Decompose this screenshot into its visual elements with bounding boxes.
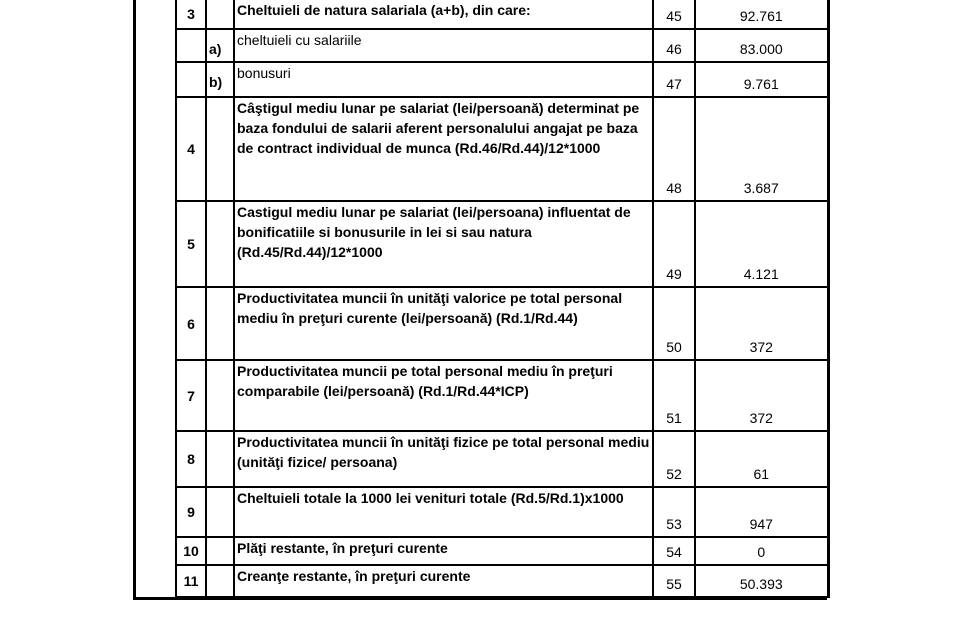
sub-letter: a) xyxy=(206,29,234,62)
row-description: Câştigul mediu lunar pe salariat (lei/persoană) determinat pe baza fondului de salarii aferent personalului angajat pe baza de contract individual de munca (Rd.46/Rd.44)/12*1000 xyxy=(234,97,653,201)
row-code: 49 xyxy=(653,201,695,287)
row-value: 83.000 xyxy=(695,29,828,62)
row-value: 947 xyxy=(695,487,828,537)
sub-letter xyxy=(206,0,234,29)
row-value: 9.761 xyxy=(695,62,828,97)
row-number: 8 xyxy=(176,431,206,487)
sub-letter xyxy=(206,565,234,597)
table-row xyxy=(176,29,828,62)
row-code: 47 xyxy=(653,62,695,97)
row-value: 3.687 xyxy=(695,97,828,201)
row-value: 0 xyxy=(695,537,828,565)
sub-letter xyxy=(206,487,234,537)
table-row xyxy=(176,0,828,29)
row-value: 61 xyxy=(695,431,828,487)
outer-frame-bottom xyxy=(133,597,827,600)
row-number: 7 xyxy=(176,360,206,431)
row-number: 4 xyxy=(176,97,206,201)
table-row xyxy=(176,62,828,97)
row-code: 46 xyxy=(653,29,695,62)
row-description: Cheltuieli de natura salariala (a+b), din care: xyxy=(234,0,653,29)
indicators-table xyxy=(175,0,830,598)
row-number: 9 xyxy=(176,487,206,537)
row-code: 53 xyxy=(653,487,695,537)
row-description: cheltuieli cu salariile xyxy=(234,29,653,62)
table-row xyxy=(176,287,828,360)
row-description: Productivitatea muncii pe total personal mediu în preţuri comparabile (lei/persoană) (Rd.1/Rd.44*ICP) xyxy=(234,360,653,431)
table-row xyxy=(176,537,828,565)
row-code: 50 xyxy=(653,287,695,360)
row-description: Productivitatea muncii în unităţi fizice pe total personal mediu (unităţi fizice/ persoana) xyxy=(234,431,653,487)
row-number: 10 xyxy=(176,537,206,565)
row-value: 50.393 xyxy=(695,565,828,597)
sub-letter: b) xyxy=(206,62,234,97)
table-row xyxy=(176,431,828,487)
table-row xyxy=(176,360,828,431)
row-code: 48 xyxy=(653,97,695,201)
row-value: 4.121 xyxy=(695,201,828,287)
table-row xyxy=(176,565,828,597)
row-code: 45 xyxy=(653,0,695,29)
row-number: 3 xyxy=(176,0,206,29)
table-row xyxy=(176,201,828,287)
sub-letter xyxy=(206,360,234,431)
row-number xyxy=(176,62,206,97)
row-description: Plăţi restante, în preţuri curente xyxy=(234,537,653,565)
table-row xyxy=(176,487,828,537)
row-number: 11 xyxy=(176,565,206,597)
row-code: 54 xyxy=(653,537,695,565)
row-code: 52 xyxy=(653,431,695,487)
row-description: Creanţe restante, în preţuri curente xyxy=(234,565,653,597)
row-description: Castigul mediu lunar pe salariat (lei/persoana) influentat de bonificatiile si bonusurile in lei si sau natura (Rd.45/Rd.44)/12*1000 xyxy=(234,201,653,287)
row-number: 5 xyxy=(176,201,206,287)
sub-letter xyxy=(206,431,234,487)
row-number: 6 xyxy=(176,287,206,360)
row-description: Cheltuieli totale la 1000 lei venituri totale (Rd.5/Rd.1)x1000 xyxy=(234,487,653,537)
sub-letter xyxy=(206,97,234,201)
table-row xyxy=(176,97,828,201)
sub-letter xyxy=(206,287,234,360)
row-value: 372 xyxy=(695,287,828,360)
row-value: 92.761 xyxy=(695,0,828,29)
outer-frame-left xyxy=(133,0,136,600)
row-code: 55 xyxy=(653,565,695,597)
sub-letter xyxy=(206,201,234,287)
row-description: Productivitatea muncii în unităţi valorice pe total personal mediu în preţuri curente (lei/persoană) (Rd.1/Rd.44) xyxy=(234,287,653,360)
row-value: 372 xyxy=(695,360,828,431)
row-code: 51 xyxy=(653,360,695,431)
row-number xyxy=(176,29,206,62)
sub-letter xyxy=(206,537,234,565)
row-description: bonusuri xyxy=(234,62,653,97)
